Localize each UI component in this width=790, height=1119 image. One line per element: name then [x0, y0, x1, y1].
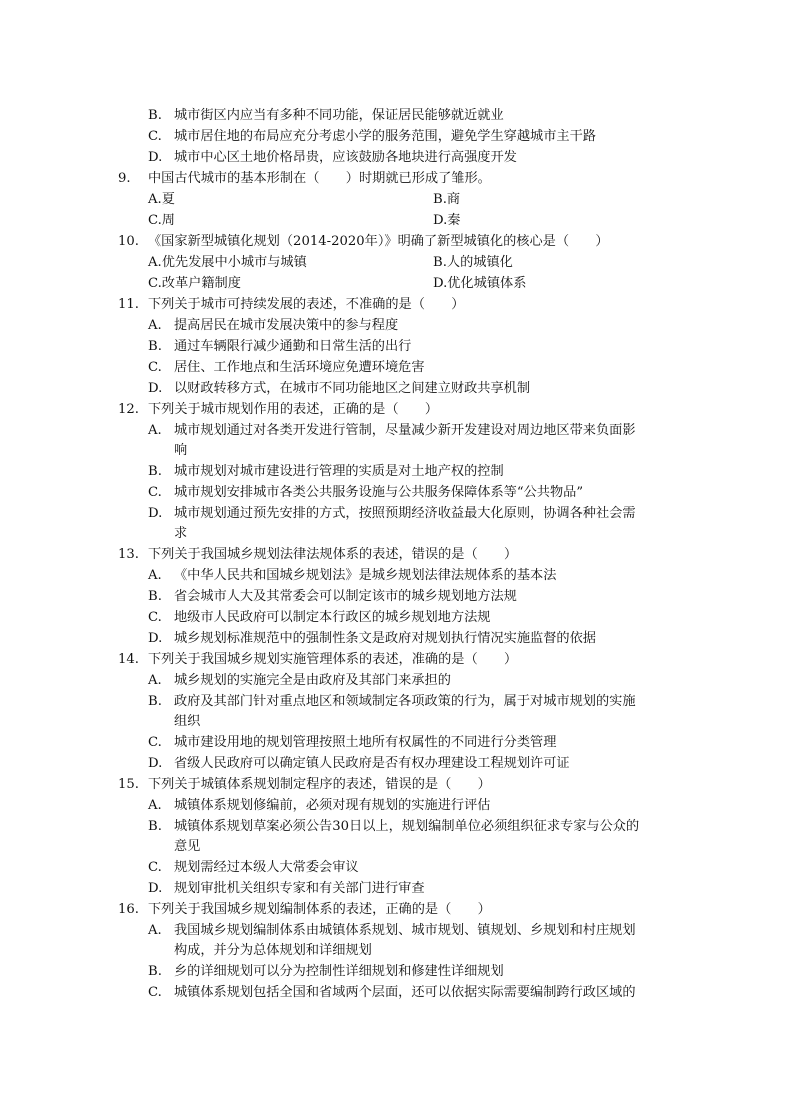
q14-option-b-cont: 组织: [174, 714, 201, 729]
option-d: D. 城市中心区土地价格昂贵，应该鼓励各地块进行高强度开发: [148, 150, 517, 165]
q15-option-c: C. 规划需经过本级人大常委会审议: [148, 860, 359, 875]
q12-option-b: B. 城市规划对城市建设进行管理的实质是对土地产权的控制: [148, 464, 504, 479]
q9-option-a: A.夏: [148, 192, 175, 207]
question-14: 14. 下列关于我国城乡规划实施管理体系的表述，准确的是（ ）: [118, 652, 518, 667]
q15-option-d: D. 规划审批机关组织专家和有关部门进行审查: [148, 881, 425, 896]
q12-option-a-cont: 响: [174, 443, 188, 458]
q10-option-d: D.优化城镇体系: [433, 276, 527, 291]
q12-option-d: D. 城市规划通过预先安排的方式，按照预期经济收益最大化原则，协调各种社会需: [148, 506, 636, 521]
q12-option-d-cont: 求: [174, 526, 188, 541]
q15-option-b-cont: 意见: [174, 839, 201, 854]
q14-option-d: D. 省级人民政府可以确定镇人民政府是否有权办理建设工程规划许可证: [148, 756, 570, 771]
q13-option-a: A. 《中华人民共和国城乡规划法》是城乡规划法律法规体系的基本法: [148, 568, 557, 583]
q11-option-c: C. 居住、工作地点和生活环境应免遭环境危害: [148, 360, 425, 375]
option-b: B. 城市街区内应当有多种不同功能，保证居民能够就近就业: [148, 108, 504, 123]
q16-option-b: B. 乡的详细规划可以分为控制性详细规划和修建性详细规划: [148, 964, 504, 979]
question-12: 12. 下列关于城市规划作用的表述，正确的是（ ）: [118, 402, 439, 417]
question-16: 16. 下列关于我国城乡规划编制体系的表述，正确的是（ ）: [118, 902, 491, 917]
option-c: C. 城市居住地的布局应充分考虑小学的服务范围，避免学生穿越城市主干路: [148, 129, 596, 144]
q15-option-b: B. 城镇体系规划草案必须公告30日以上，规划编制单位必须组织征求专家与公众的: [148, 819, 640, 834]
q11-option-b: B. 通过车辆限行减少通勤和日常生活的出行: [148, 339, 412, 354]
q13-option-c: C. 地级市人民政府可以制定本行政区的城乡规划地方法规: [148, 610, 491, 625]
q14-option-a: A. 城乡规划的实施完全是由政府及其部门来承担的: [148, 673, 451, 688]
q16-option-a: A. 我国城乡规划编制体系由城镇体系规划、城市规划、镇规划、乡规划和村庄规划: [148, 923, 636, 938]
q10-option-a: A.优先发展中小城市与城镇: [148, 255, 307, 270]
q11-option-a: A. 提高居民在城市发展决策中的参与程度: [148, 318, 399, 333]
q12-option-a: A. 城市规划通过对各类开发进行管制，尽量减少新开发建设对周边地区带来负面影: [148, 423, 636, 438]
question-10: 10. 《国家新型城镇化规划（2014-2020年）》明确了新型城镇化的核心是（ ）: [118, 234, 609, 249]
q13-option-d: D. 城乡规划标准规范中的强制性条文是政府对规划执行情况实施监督的依据: [148, 631, 596, 646]
q9-option-d: D.秦: [433, 213, 461, 228]
q12-option-c: C. 城市规划安排城市各类公共服务设施与公共服务保障体系等“公共物品”: [148, 485, 584, 500]
q9-option-c: C.周: [148, 213, 175, 228]
question-11: 11. 下列关于城市可持续发展的表述，不准确的是（ ）: [118, 297, 465, 312]
question-15: 15. 下列关于城镇体系规划制定程序的表述，错误的是（ ）: [118, 777, 491, 792]
q10-option-c: C.改革户籍制度: [148, 276, 241, 291]
q10-option-b: B.人的城镇化: [433, 255, 513, 270]
question-9: 9. 中国古代城市的基本形制在（ ）时期就已形成了雏形。: [118, 171, 491, 186]
q13-option-b: B. 省会城市人大及其常委会可以制定该市的城乡规划地方法规: [148, 589, 517, 604]
q14-option-b: B. 政府及其部门针对重点地区和领域制定各项政策的行为，属于对城市规划的实施: [148, 694, 636, 709]
q15-option-a: A. 城镇体系规划修编前，必须对现有规划的实施进行评估: [148, 798, 491, 813]
question-13: 13. 下列关于我国城乡规划法律法规体系的表述，错误的是（ ）: [118, 547, 518, 562]
q16-option-c: C. 城镇体系规划包括全国和省域两个层面，还可以依据实际需要编制跨行政区域的: [148, 985, 636, 1000]
q16-option-a-cont: 构成，并分为总体规划和详细规划: [174, 943, 372, 958]
q14-option-c: C. 城市建设用地的规划管理按照土地所有权属性的不同进行分类管理: [148, 735, 557, 750]
q11-option-d: D. 以财政转移方式，在城市不同功能地区之间建立财政共享机制: [148, 381, 531, 396]
q9-option-b: B.商: [433, 192, 461, 207]
